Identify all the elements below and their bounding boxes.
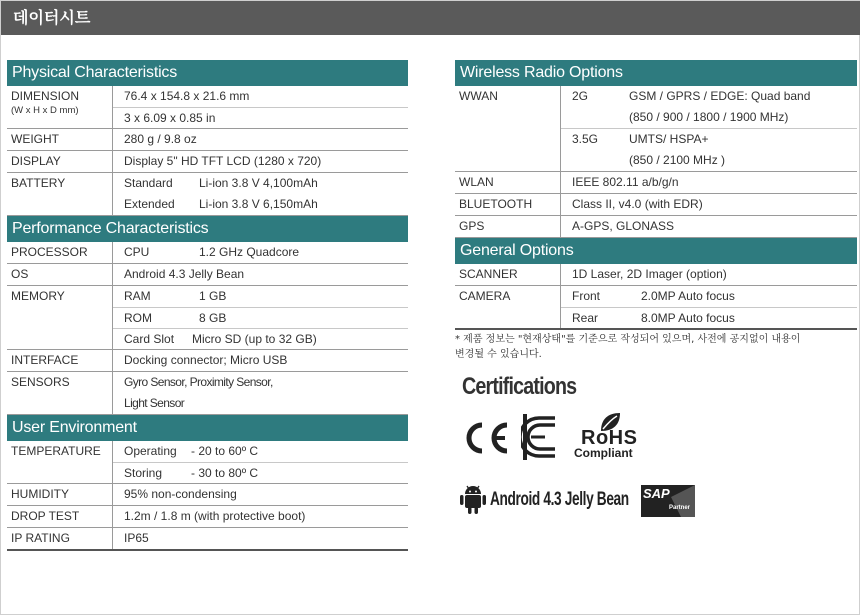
spec-key: Operating: [124, 444, 177, 458]
spec-key: Standard: [124, 176, 173, 190]
spec-value: (850 / 2100 MHz ): [629, 153, 726, 167]
spec-key: CPU: [124, 245, 150, 259]
spec-value: - 30 to 80º C: [191, 466, 259, 480]
spec-value: 2.0MP Auto focus: [641, 289, 735, 303]
spec-label: DROP TEST: [7, 506, 113, 527]
spec-value: Gyro Sensor, Proximity Sensor,: [124, 375, 273, 389]
spec-key: Front: [572, 289, 601, 303]
spec-value: IEEE 802.11 a/b/g/n: [572, 175, 679, 189]
android-logo-icon: [459, 483, 629, 517]
spec-label: IP RATING: [7, 528, 113, 549]
spec-value: Li-ion 3.8 V 4,100mAh: [199, 176, 318, 190]
left-column: [7, 60, 408, 551]
spec-row-sensors: [7, 372, 408, 415]
performance-characteristics-header: Performance Characteristics: [7, 216, 408, 242]
rohs-text: RoHS: [581, 427, 638, 449]
spec-label: DIMENSION: [11, 89, 80, 103]
spec-value: Li-ion 3.8 V 6,150mAh: [199, 197, 318, 211]
spec-label: WLAN: [455, 172, 561, 193]
spec-value: 280 g / 9.8 oz: [124, 132, 197, 146]
spec-row-dimension: [7, 86, 408, 129]
physical-characteristics-header: Physical Characteristics: [7, 60, 408, 86]
spec-label: GPS: [455, 216, 561, 237]
spec-sublabel: (W x H x D mm): [11, 105, 79, 116]
certifications-title: Certifications: [462, 373, 577, 400]
spec-row-temperature: [7, 441, 408, 484]
spec-row-bluetooth: [455, 194, 857, 216]
sap-partner-logo-icon: [641, 485, 695, 517]
rohs-logo-icon: [573, 411, 658, 461]
spec-label: DISPLAY: [7, 151, 113, 172]
spec-value: Docking connector; Micro USB: [124, 353, 288, 367]
spec-row-os: [7, 264, 408, 286]
spec-row-drop-test: [7, 506, 408, 528]
spec-value: 8 GB: [199, 311, 227, 325]
spec-key: 3.5G: [572, 132, 599, 146]
spec-value: 3 x 6.09 x 0.85 in: [113, 107, 408, 128]
spec-label: OS: [7, 264, 113, 285]
user-environment-header: User Environment: [7, 415, 408, 441]
spec-value: Class II, v4.0 (with EDR): [572, 197, 703, 211]
spec-label: SCANNER: [455, 264, 561, 285]
page-title: 데이터시트: [1, 1, 860, 35]
spec-label: CAMERA: [455, 286, 561, 328]
spec-value: Micro SD (up to 32 GB): [192, 332, 317, 346]
spec-label: WEIGHT: [7, 129, 113, 150]
spec-value: IP65: [124, 531, 149, 545]
spec-label: PROCESSOR: [7, 242, 113, 263]
spec-value: 76.4 x 154.8 x 21.6 mm: [124, 89, 250, 103]
spec-value: A-GPS, GLONASS: [572, 219, 675, 233]
sap-partner-text: Partner: [669, 505, 691, 511]
spec-key: Card Slot: [124, 332, 175, 346]
ce-mark-icon: [463, 421, 511, 455]
right-column: [455, 60, 857, 330]
kc-mark-icon: [521, 412, 557, 462]
spec-row-wwan: [455, 86, 857, 172]
spec-label: MEMORY: [7, 286, 113, 349]
spec-row-ip-rating: [7, 528, 408, 551]
spec-value: 95% non-condensing: [124, 487, 237, 501]
spec-row-memory: [7, 286, 408, 350]
spec-row-scanner: [455, 264, 857, 286]
spec-label-cell: [7, 86, 113, 128]
spec-value: 1D Laser, 2D Imager (option): [572, 267, 727, 281]
android-robot-icon: [459, 484, 487, 516]
spec-label: TEMPERATURE: [7, 441, 113, 483]
spec-row-gps: [455, 216, 857, 238]
spec-key: RAM: [124, 289, 151, 303]
spec-label: BLUETOOTH: [455, 194, 561, 215]
spec-value: GSM / GPRS / EDGE: Quad band: [629, 89, 811, 103]
spec-value: - 20 to 60º C: [191, 444, 259, 458]
spec-value: 1.2m / 1.8 m (with protective boot): [124, 509, 306, 523]
spec-value: 1.2 GHz Quadcore: [199, 245, 300, 259]
rohs-compliant-text: Compliant: [574, 446, 633, 460]
spec-value: Android 4.3 Jelly Bean: [124, 267, 245, 281]
spec-key: Extended: [124, 197, 175, 211]
general-options-header: General Options: [455, 238, 857, 264]
spec-key: 2G: [572, 89, 589, 103]
note-line: 변경될 수 있습니다.: [455, 349, 542, 360]
disclaimer-note: [455, 332, 855, 362]
spec-key: Storing: [124, 466, 163, 480]
spec-label: INTERFACE: [7, 350, 113, 371]
spec-value: 1 GB: [199, 289, 227, 303]
spec-row-battery: [7, 173, 408, 216]
spec-value: 8.0MP Auto focus: [641, 311, 735, 325]
sap-text: SAP: [643, 486, 670, 501]
wireless-radio-options-header: Wireless Radio Options: [455, 60, 857, 86]
spec-value: Light Sensor: [124, 396, 185, 410]
spec-row-humidity: [7, 484, 408, 506]
spec-row-display: [7, 151, 408, 173]
spec-key: Rear: [572, 311, 599, 325]
android-version-text: Android 4.3 Jelly Bean: [490, 489, 629, 510]
spec-row-weight: [7, 129, 408, 151]
spec-value: Display 5" HD TFT LCD (1280 x 720): [124, 154, 322, 168]
spec-label: WWAN: [455, 86, 561, 171]
spec-row-camera: [455, 286, 857, 330]
spec-label: SENSORS: [7, 372, 113, 414]
spec-row-wlan: [455, 172, 857, 194]
spec-value: UMTS/ HSPA+: [629, 132, 709, 146]
note-line: * 제품 정보는 "현재상태"를 기준으로 작성되어 있으며, 사전에 공지없이 내용이: [455, 334, 801, 345]
spec-row-interface: [7, 350, 408, 372]
spec-key: ROM: [124, 311, 152, 325]
spec-values: [113, 86, 408, 128]
spec-label: BATTERY: [7, 173, 113, 215]
spec-label: HUMIDITY: [7, 484, 113, 505]
spec-value: (850 / 900 / 1800 / 1900 MHz): [629, 110, 789, 124]
spec-row-processor: [7, 242, 408, 264]
